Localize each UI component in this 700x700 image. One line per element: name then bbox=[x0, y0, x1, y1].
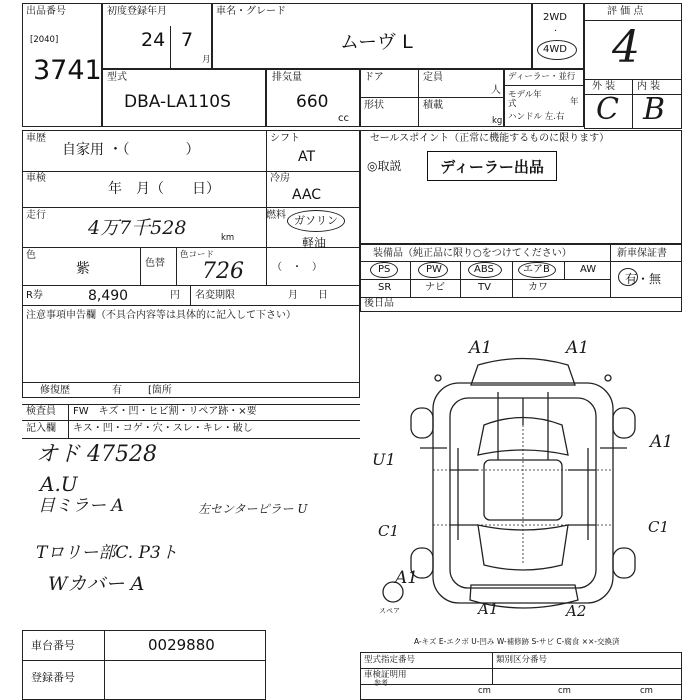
entry-codes: キス・凹・コゲ・穴・スレ・キレ・破し bbox=[73, 423, 253, 434]
damage-legend: A-キズ E-エクボ U-凹み W-補修跡 S-サビ C-腐食 ××-交換済 bbox=[414, 637, 620, 646]
dealer-parallel: ディーラー・並行 bbox=[508, 72, 576, 82]
reg-month: 7 bbox=[181, 29, 194, 51]
equip-airbag: エアB bbox=[523, 264, 550, 275]
equip-aw: AW bbox=[580, 264, 597, 275]
disp-label: 排気量 bbox=[272, 72, 302, 83]
class-label: 類別区分番号 bbox=[496, 655, 548, 665]
shift-value: AT bbox=[298, 149, 316, 165]
note-cover: Wカバー A bbox=[48, 573, 145, 595]
exterior-label: 外 装 bbox=[592, 81, 616, 92]
mileage-label: 走行 bbox=[26, 210, 46, 221]
mark-a2-bottom: A2 bbox=[566, 602, 587, 620]
history-label: 車歴 bbox=[26, 133, 46, 144]
mark-u1-left: U1 bbox=[372, 450, 396, 469]
handle-label: ハンドル 左.右 bbox=[508, 112, 565, 122]
notes-label: 注意事項申告欄（不具合内容等は具体的に記入して下さい） bbox=[26, 310, 296, 321]
sales-label: セールスポイント（正常に機能するものに限ります） bbox=[370, 133, 610, 144]
r-unit: 円 bbox=[170, 290, 180, 301]
equip-ps: PS bbox=[378, 264, 391, 275]
ref-label: 参考 bbox=[374, 679, 388, 687]
note-trunk: Tロリー部C. P3ト bbox=[36, 543, 178, 563]
shape-label: 形状 bbox=[364, 100, 384, 111]
color-code-value: 726 bbox=[202, 259, 244, 284]
color-code-label: 色コード bbox=[180, 250, 215, 260]
warranty-label: 名変期限 bbox=[195, 290, 235, 301]
year-unit: 年 bbox=[570, 97, 579, 107]
equip-tv: TV bbox=[478, 282, 491, 293]
shift-label: シフト bbox=[270, 133, 300, 144]
drive-2wd: 2WD bbox=[543, 12, 567, 23]
dealer-out-text: ディーラー出品 bbox=[440, 157, 544, 176]
drive-4wd: 4WD bbox=[543, 44, 567, 55]
note-odo: オド 47528 bbox=[36, 442, 157, 467]
ac-label: 冷房 bbox=[270, 173, 290, 184]
fuel-paren: （ ・ ） bbox=[272, 262, 322, 273]
color-label: 色 bbox=[26, 250, 36, 261]
warranty-value: 月 日 bbox=[288, 290, 328, 301]
cm-1: cm bbox=[478, 686, 491, 696]
lot-label: 出品番号 bbox=[26, 6, 66, 17]
mark-c1-right: C1 bbox=[648, 518, 670, 536]
equip-navi: ナビ bbox=[425, 282, 445, 293]
reg-month-unit: 月 bbox=[202, 55, 211, 65]
model-spec-label: 型式指定番号 bbox=[364, 655, 416, 665]
entry-label: 記入欄 bbox=[26, 423, 56, 434]
car-cert-label: 車検証明用 bbox=[364, 670, 407, 680]
r-value: 8,490 bbox=[88, 288, 129, 304]
reg-number-label: 登録番号 bbox=[31, 671, 75, 684]
load-unit: kg bbox=[492, 116, 503, 126]
repair-place: [箇所 bbox=[148, 385, 172, 396]
disp-unit: cc bbox=[338, 113, 349, 124]
mileage-unit: km bbox=[221, 233, 235, 243]
history-value: 自家用 ・（ ） bbox=[62, 142, 200, 158]
repair-value: 有 bbox=[112, 385, 122, 396]
color-change-label: 色替 bbox=[145, 258, 165, 269]
equip-abs: ABS bbox=[474, 264, 494, 275]
equip-sr: SR bbox=[378, 282, 392, 293]
equipment-label: 装備品（純正品に限り○をつけてください） bbox=[373, 248, 572, 259]
inspector-codes: FW キズ・凹・ヒビ割・リペア跡・×要 bbox=[73, 406, 257, 417]
model-year-label: モデル年式 bbox=[508, 90, 542, 110]
sales-manual: ◎取説 bbox=[367, 159, 402, 173]
disp-value: 660 bbox=[296, 92, 329, 112]
mark-a1-top-left: A1 bbox=[469, 338, 493, 358]
repair-label: 修復歴 bbox=[40, 385, 70, 396]
reg-year: 24 bbox=[141, 29, 166, 51]
cm-3: cm bbox=[640, 686, 653, 696]
auction-sheet: 出品番号 [2040] 3741 初度登録年月 24 7 月 車名・グレード ムーヴ L 2WD · 4WD 評 価 点 4 外 装 内 装 C B 型式 DBA-LA110S 排気量 660 cc ドア 定員 人 形状 積載 kg ディーラー・並行 モデル年式 年 ハンドル 左.右 車歴 自家用 ・（ ） 車検 年 月（ 日） 走行 4万7千528 km 色 紫 色替 色コード 726 R券 8,490 円 名変期限 月 日 注意事項申告欄（不具合内容等は具体的に記入して下さい） 修復歴 有 [箇所 シフト AT 冷房 AAC 燃料 ガソリン 軽油 （ ・ ） セールスポイント（正常に機能するものに限ります） ◎取説 ディーラー出品 装備品（純正品に限り○をつけてください） 新車保証書 有・無 PS PW ABS エアB AW SR ナビ TV カワ 後日品 検査員 FW キズ・凹・ヒビ割・リペア跡・×要 記入欄 キス・凹・コゲ・穴・スレ・キレ・破し オド 47528 A.U 目ミラー A 左センターピラー U Tロリー部C. P3ト Wカバー A A1 A1 U1 A1 C1 C1 A1 A1 A2 スペア A-キズ E-エクボ U-凹み W-補修跡 S-サビ C-腐食 ××-交換済 車台番号 0029880 登録番号 型式指定番号 類別区分番号 車検証明用 参考 cm cm cm bbox=[0, 0, 700, 700]
chassis-label: 車台番号 bbox=[31, 639, 75, 652]
score-value: 4 bbox=[612, 22, 640, 73]
inspection-label: 車検 bbox=[26, 173, 46, 184]
fuel-alt: 軽油 bbox=[302, 236, 327, 250]
reg-label: 初度登録年月 bbox=[107, 6, 167, 17]
interior-grade: B bbox=[643, 92, 666, 127]
exterior-grade: C bbox=[596, 92, 619, 127]
warranty-card-label: 新車保証書 bbox=[617, 248, 667, 259]
chassis-value: 0029880 bbox=[148, 636, 215, 654]
inspector-label: 検査員 bbox=[26, 406, 56, 417]
load-label: 積載 bbox=[423, 100, 443, 111]
warranty-card-value: 有・無 bbox=[625, 272, 662, 286]
note-center-pillar: 左センターピラー U bbox=[198, 502, 308, 516]
note-ac: A.U bbox=[40, 472, 78, 496]
ac-value: AAC bbox=[292, 187, 322, 203]
door-label: ドア bbox=[364, 72, 384, 83]
model-value: DBA-LA110S bbox=[124, 92, 231, 112]
fuel-label: 燃料 bbox=[266, 210, 286, 221]
equip-leather: カワ bbox=[528, 282, 548, 293]
cm-2: cm bbox=[558, 686, 571, 696]
capacity-unit: 人 bbox=[491, 85, 501, 96]
lot-number: 3741 bbox=[33, 55, 102, 86]
car-name: ムーヴ L bbox=[340, 31, 413, 53]
mark-a1-bottom: A1 bbox=[478, 600, 499, 618]
interior-label: 内 装 bbox=[637, 81, 661, 92]
mark-a1-right: A1 bbox=[650, 432, 674, 452]
mark-a1-top-right: A1 bbox=[566, 338, 590, 358]
score-label: 評 価 点 bbox=[607, 6, 644, 17]
mileage-value: 4万7千528 bbox=[88, 217, 187, 239]
mark-c1-left: C1 bbox=[378, 522, 400, 540]
spare-label: スペア bbox=[379, 607, 400, 615]
post-items-label: 後日品 bbox=[364, 298, 394, 309]
mark-a1-bottom-left: A1 bbox=[395, 568, 419, 588]
equip-pw: PW bbox=[426, 264, 442, 275]
capacity-label: 定員 bbox=[423, 72, 443, 83]
inspection-value: 年 月（ 日） bbox=[108, 181, 220, 197]
lot-sub: [2040] bbox=[30, 35, 59, 45]
r-label: R券 bbox=[26, 290, 43, 301]
fuel-value: ガソリン bbox=[294, 214, 338, 227]
note-mirror: 目ミラー A bbox=[38, 496, 124, 516]
color-value: 紫 bbox=[76, 261, 90, 277]
model-label: 型式 bbox=[107, 72, 127, 83]
name-label: 車名・グレード bbox=[216, 6, 286, 17]
